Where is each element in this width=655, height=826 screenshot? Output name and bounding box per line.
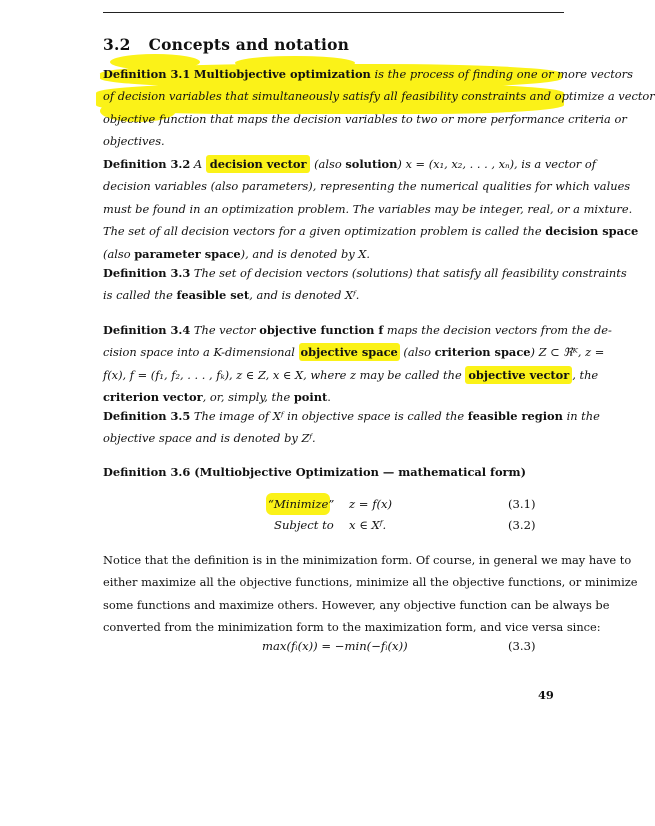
equation-number: (3.3) [508, 639, 536, 653]
term-objective-function: objective function f [259, 323, 384, 337]
equation-number: (3.2) [508, 518, 536, 532]
definition-3-6: Definition 3.6 (Multiobjective Optimization — mathematical form) [103, 465, 526, 479]
term-point: point [293, 390, 328, 405]
term-objective-space: objective space [300, 345, 398, 360]
term-decision-space: decision space [545, 224, 639, 239]
section-number: 3.2 [103, 35, 131, 54]
header-rule [103, 12, 564, 13]
term-criterion-vector: criterion vector [103, 390, 203, 405]
body-paragraph: Notice that the definition is in the minimization form. Of course, in general we may have to either maximize all the objective functions, minimize all the objective functions, or minimize some functions and maximize others. However, any objective function can be always be converted from the minimization form to the maximization form, and vice versa since: [103, 553, 638, 635]
definition-3-1: Definition 3.1 Multiobjective optimization is the process of finding one or more vectors of decision variables that simultaneously satisfy all feasibility constraints and optimize a vector objective function that maps the decision variables to two or more performance criteria or objectives. [103, 67, 655, 149]
definition-3-3: Definition 3.3 The set of decision vectors (solutions) that satisfy all feasibility constraints is called the feasible set, and is denoted Xᶠ. [103, 266, 627, 303]
equation-number: (3.1) [508, 497, 536, 511]
section-title: Concepts and notation [148, 35, 350, 54]
term-feasible-region: feasible region [467, 409, 563, 423]
definition-3-4: Definition 3.4 The vector objective function f maps the decision vectors from the de- cision space into a K-dimensional objective space (also criterion space) Z ⊂ ℜᴷ, z = f(x), f = (f₁, f₂, . . . , fₖ), z ∈ Z, x ∈ X, where z may be called the objective vector , the criterion vector, or, simply, the point. [103, 323, 612, 405]
term-objective-vector: objective vector [465, 366, 572, 384]
term-multiobjective-optimization: Multiobjective optimization [193, 67, 371, 81]
definition-3-5: Definition 3.5 The image of Xᶠ in objective space is called the feasible region in the objective space and is denoted by Zᶠ. [103, 409, 600, 446]
term-criterion-space: criterion space [434, 345, 531, 360]
definition-3-2: Definition 3.2 A decision vector (also solution) x = (x₁, x₂, . . . , xₙ), is a vector of decision variables (also parameters), representing the numerical qualities for which values must be found in an optimization problem. The variables may be integer, real, or a mixture. The set of all decision vectors for a given optimization problem is called the decision space (also parameter space), and is denoted by X. [103, 157, 639, 261]
page-number: 49 [538, 688, 554, 702]
term-feasible-set: feasible set [176, 288, 250, 303]
term-decision-vector: decision vector [206, 155, 311, 173]
term-parameter-space: parameter space [134, 246, 241, 261]
section-heading [103, 35, 349, 54]
